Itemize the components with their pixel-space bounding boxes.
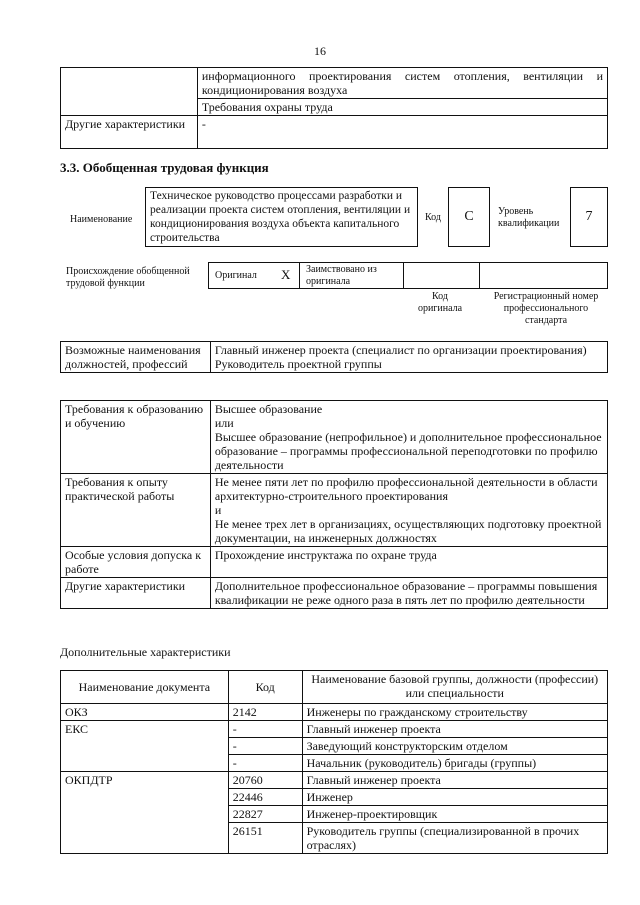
education-line-3: Высшее образование (непрофильное) и дополнительное профессиональное образование – программы профессиональной переподготовки по профилю деятельности xyxy=(214,430,602,472)
additional-header-row xyxy=(61,671,608,704)
requirement-row-education xyxy=(61,401,608,474)
origin-label: Происхождение обобщенной трудовой функции xyxy=(66,266,190,289)
code-original-caption: Код оригинала xyxy=(417,291,463,314)
group-name: Главный инженер проекта xyxy=(302,721,607,738)
group-name: Инженер xyxy=(302,789,607,806)
top-table-row2: Требования охраны труда xyxy=(197,99,607,116)
positions-values xyxy=(210,342,607,373)
doc-name: ОКПДТР xyxy=(61,772,229,854)
requirement-row-other xyxy=(61,578,608,609)
group-name: Главный инженер проекта xyxy=(302,772,607,789)
positions-label: Возможные наименования должностей, профессий xyxy=(61,342,211,373)
table-row xyxy=(61,772,608,789)
experience-value xyxy=(210,474,607,547)
group-name: Инженеры по гражданскому строительству xyxy=(302,704,607,721)
code-cell: 26151 xyxy=(228,823,302,854)
code-cell: 22827 xyxy=(228,806,302,823)
original-mark: X xyxy=(281,267,291,282)
top-table-other-value: - xyxy=(197,116,607,149)
top-table xyxy=(60,67,608,149)
additional-table xyxy=(60,670,608,854)
reg-number-caption: Регистрационный номер профессионального стандарта xyxy=(493,291,599,326)
top-table-empty-cell xyxy=(61,68,198,116)
name-label: Наименование xyxy=(70,214,133,225)
experience-line-2: и xyxy=(214,503,222,517)
group-name: Инженер-проектировщик xyxy=(302,806,607,823)
header-group-name: Наименование базовой группы, должности (профессии) или специальности xyxy=(302,671,607,704)
code-cell: - xyxy=(228,738,302,755)
origin-divider-1 xyxy=(299,263,300,289)
code-value: С xyxy=(448,187,490,247)
original-label: Оригинал xyxy=(215,270,257,281)
origin-divider-3 xyxy=(479,263,480,289)
level-label: Уровень квалификации xyxy=(498,206,560,229)
header-code: Код xyxy=(228,671,302,704)
position-2: Руководитель проектной группы xyxy=(214,357,382,371)
code-label: Код xyxy=(425,212,441,223)
other-value: Дополнительное профессиональное образование – программы повышения квалификации не реже одного раза в пять лет по профилю деятельности xyxy=(210,578,607,609)
positions-table xyxy=(60,341,608,373)
experience-line-1: Не менее пяти лет по профилю профессиональной деятельности в области архитектурно-строительного проектирования xyxy=(214,475,598,503)
access-value: Прохождение инструктажа по охране труда xyxy=(210,547,607,578)
top-table-other-label: Другие характеристики xyxy=(61,116,198,149)
origin-table xyxy=(208,262,608,289)
name-value: Техническое руководство процессами разработки и реализации проекта систем отопления, вентиляции и кондиционирования воздуха объекта капитального строительства xyxy=(145,187,418,247)
requirement-row-experience xyxy=(61,474,608,547)
requirement-row-access xyxy=(61,547,608,578)
group-name: Руководитель группы (специализированной в прочих отраслях) xyxy=(302,823,607,854)
requirements-table xyxy=(60,400,608,609)
group-name: Заведующий конструкторским отделом xyxy=(302,738,607,755)
table-row xyxy=(61,721,608,738)
code-cell: 22446 xyxy=(228,789,302,806)
other-label: Другие характеристики xyxy=(61,578,211,609)
code-cell: - xyxy=(228,721,302,738)
education-line-2: или xyxy=(214,416,234,430)
level-value: 7 xyxy=(570,187,608,247)
position-1: Главный инженер проекта (специалист по организации проектирования) xyxy=(214,343,587,357)
borrowed-label: Заимствовано из оригинала xyxy=(306,264,377,287)
top-table-row1: информационного проектирования систем отопления, вентиляции и кондиционирования воздуха xyxy=(197,68,607,99)
header-doc-name: Наименование документа xyxy=(61,671,229,704)
code-cell: 2142 xyxy=(228,704,302,721)
page-number: 16 xyxy=(314,44,326,58)
experience-line-3: Не менее трех лет в организациях, осуществляющих подготовку проектной документации, на инженерных должностях xyxy=(214,517,602,545)
doc-name: ЕКС xyxy=(61,721,229,772)
education-line-1: Высшее образование xyxy=(214,402,323,416)
code-cell: 20760 xyxy=(228,772,302,789)
access-label: Особые условия допуска к работе xyxy=(61,547,211,578)
doc-name: ОКЗ xyxy=(61,704,229,721)
additional-title: Дополнительные характеристики xyxy=(60,645,231,659)
origin-divider-2 xyxy=(403,263,404,289)
group-name: Начальник (руководитель) бригады (группы) xyxy=(302,755,607,772)
code-cell: - xyxy=(228,755,302,772)
section-title: 3.3. Обобщенная трудовая функция xyxy=(60,160,269,175)
education-label: Требования к образованию и обучению xyxy=(61,401,211,474)
table-row xyxy=(61,704,608,721)
education-value xyxy=(210,401,607,474)
experience-label: Требования к опыту практической работы xyxy=(61,474,211,547)
